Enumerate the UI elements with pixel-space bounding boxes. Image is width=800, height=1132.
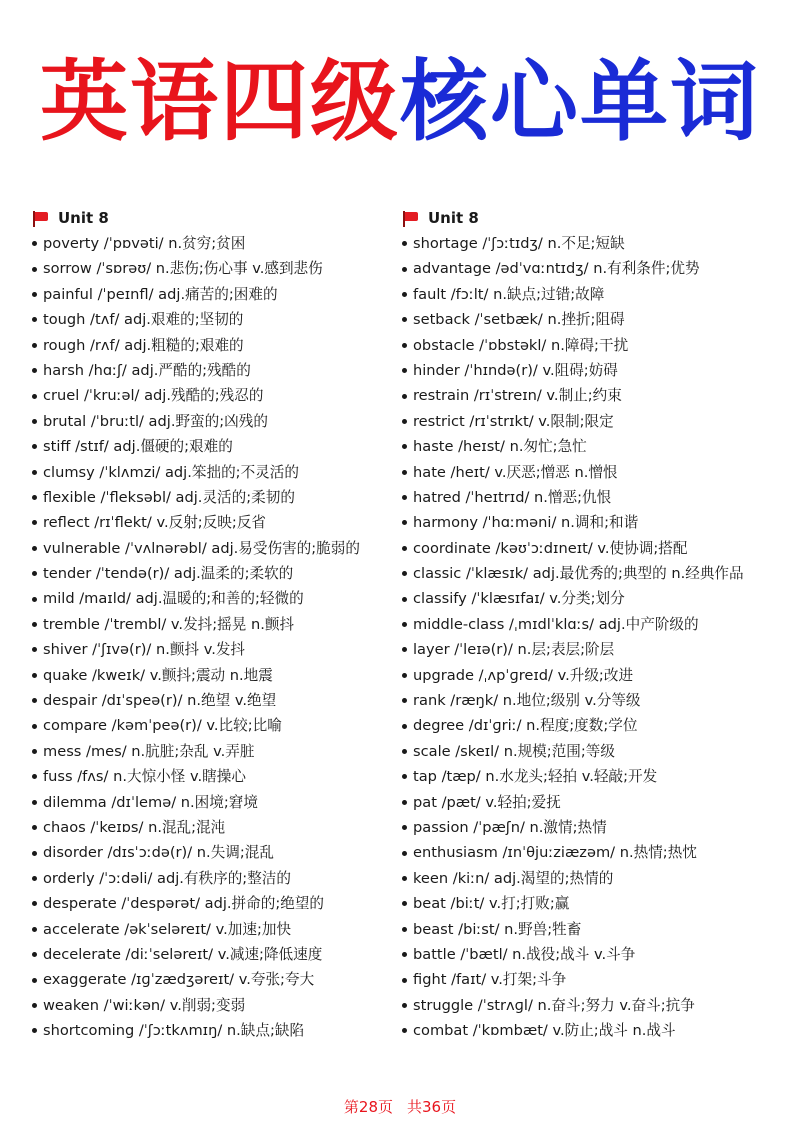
page-total: 共36页 xyxy=(407,1098,457,1116)
bullet-icon xyxy=(402,241,407,246)
word-entry-text: rank /ræŋk/ n.地位;级别 v.分等级 xyxy=(413,692,641,710)
word-entry xyxy=(32,713,394,738)
word-entry-text: enthusiasm /ɪnˈθjuːziæzəm/ n.热情;热忱 xyxy=(413,844,697,862)
word-entry-text: harmony /ˈhɑːməni/ n.调和;和谐 xyxy=(413,514,639,532)
word-entry-text: orderly /ˈɔːdəli/ adj.有秩序的;整洁的 xyxy=(43,869,291,887)
bullet-icon xyxy=(32,1028,37,1033)
word-entry xyxy=(32,282,394,307)
bullet-icon xyxy=(32,952,37,957)
bullet-icon xyxy=(32,267,37,272)
word-entry xyxy=(32,942,394,967)
word-entry-text: dilemma /dɪˈlemə/ n.困境;窘境 xyxy=(43,793,258,811)
word-entry xyxy=(32,790,394,815)
bullet-icon xyxy=(32,851,37,856)
word-list xyxy=(32,231,394,1044)
word-entry-text: despair /dɪˈspeə(r)/ n.绝望 v.绝望 xyxy=(43,692,277,710)
word-entry xyxy=(402,866,792,891)
bullet-icon xyxy=(402,317,407,322)
bullet-icon xyxy=(402,571,407,576)
word-entry xyxy=(32,764,394,789)
word-entry-text: upgrade /ˌʌpˈɡreɪd/ v.升级;改进 xyxy=(413,666,634,684)
word-entry-text: shortage /ˈʃɔːtɪdʒ/ n.不足;短缺 xyxy=(413,235,625,252)
word-entry xyxy=(402,409,792,434)
word-entry xyxy=(402,256,792,281)
word-entry-text: stiff /stɪf/ adj.僵硬的;艰难的 xyxy=(43,438,233,456)
word-entry-text: tremble /ˈtrembl/ v.发抖;摇晃 n.颤抖 xyxy=(43,615,295,633)
word-entry xyxy=(402,1018,792,1043)
word-entry xyxy=(32,866,394,891)
bullet-icon xyxy=(32,571,37,576)
bullet-icon xyxy=(402,546,407,551)
bullet-icon xyxy=(402,673,407,678)
bullet-icon xyxy=(402,825,407,830)
word-entry-text: layer /ˈleɪə(r)/ n.层;表层;阶层 xyxy=(413,641,615,659)
word-entry-text: flexible /ˈfleksəbl/ adj.灵活的;柔韧的 xyxy=(43,488,295,506)
bullet-icon xyxy=(32,978,37,983)
bullet-icon xyxy=(32,825,37,830)
word-entry xyxy=(402,561,792,586)
word-entry-text: painful /ˈpeɪnfl/ adj.痛苦的;困难的 xyxy=(43,285,278,303)
word-entry-text: mild /maɪld/ adj.温暖的;和善的;轻微的 xyxy=(43,590,304,608)
red-flag-icon xyxy=(32,211,50,227)
bullet-icon xyxy=(32,546,37,551)
word-entry-text: advantage /ədˈvɑːntɪdʒ/ n.有利条件;优势 xyxy=(413,260,700,278)
word-entry xyxy=(32,993,394,1018)
bullet-icon xyxy=(32,419,37,424)
word-entry-text: fuss /fʌs/ n.大惊小怪 v.瞎操心 xyxy=(43,768,246,786)
bullet-icon xyxy=(402,774,407,779)
right-column xyxy=(402,206,792,1044)
word-entry xyxy=(32,561,394,586)
bullet-icon xyxy=(32,622,37,627)
word-entry xyxy=(402,434,792,459)
word-entry xyxy=(402,840,792,865)
word-entry-text: hatred /ˈheɪtrɪd/ n.憎恶;仇恨 xyxy=(413,488,612,506)
word-entry-text: middle-class /ˌmɪdlˈklɑːs/ adj.中产阶级的 xyxy=(413,615,699,633)
word-entry-text: hinder /ˈhɪndə(r)/ v.阻碍;妨碍 xyxy=(413,361,618,379)
bullet-icon xyxy=(402,800,407,805)
word-entry xyxy=(32,967,394,992)
unit-heading xyxy=(32,206,394,231)
word-entry xyxy=(402,917,792,942)
word-entry xyxy=(32,510,394,535)
page-footer xyxy=(0,1096,800,1117)
word-entry xyxy=(32,612,394,637)
word-entry-text: desperate /ˈdespərət/ adj.拼命的;绝望的 xyxy=(43,895,325,913)
word-entry-text: harsh /hɑːʃ/ adj.严酷的;残酷的 xyxy=(43,361,251,379)
word-entry-text: fight /faɪt/ v.打架;斗争 xyxy=(413,971,567,989)
word-entry-text: vulnerable /ˈvʌlnərəbl/ adj.易受伤害的;脆弱的 xyxy=(43,539,360,557)
word-entry-text: compare /kəmˈpeə(r)/ v.比较;比喻 xyxy=(43,717,282,735)
bullet-icon xyxy=(32,495,37,500)
word-entry-text: classic /ˈklæsɪk/ adj.最优秀的;典型的 n.经典作品 xyxy=(413,565,744,583)
word-list xyxy=(402,231,792,1044)
word-entry-text: scale /skeɪl/ n.规模;范围;等级 xyxy=(413,742,615,760)
word-entry xyxy=(32,231,394,256)
bullet-icon xyxy=(32,241,37,246)
word-entry xyxy=(32,840,394,865)
word-entry xyxy=(32,815,394,840)
title-red-part: 英语四级 xyxy=(39,50,400,153)
word-entry xyxy=(402,637,792,662)
red-flag-icon xyxy=(402,211,420,227)
word-entry-text: passion /ˈpæʃn/ n.激情;热情 xyxy=(413,818,607,836)
word-entry-text: classify /ˈklæsɪfaɪ/ v.分类;划分 xyxy=(413,590,625,608)
word-entry-text: obstacle /ˈɒbstəkl/ n.障碍;干扰 xyxy=(413,336,629,354)
word-entry xyxy=(32,383,394,408)
bullet-icon xyxy=(402,520,407,525)
bullet-icon xyxy=(402,444,407,449)
word-entry-text: hate /heɪt/ v.厌恶;憎恶 n.憎恨 xyxy=(413,463,618,481)
word-entry-text: shiver /ˈʃɪvə(r)/ n.颤抖 v.发抖 xyxy=(43,641,246,659)
word-entry-text: rough /rʌf/ adj.粗糙的;艰难的 xyxy=(43,336,244,354)
word-entry xyxy=(32,891,394,916)
word-entry-text: quake /kweɪk/ v.颤抖;震动 n.地震 xyxy=(43,666,273,684)
word-entry xyxy=(402,815,792,840)
word-entry xyxy=(32,307,394,332)
word-entry xyxy=(402,790,792,815)
bullet-icon xyxy=(32,368,37,373)
bullet-icon xyxy=(402,698,407,703)
word-entry-text: tender /ˈtendə(r)/ adj.温柔的;柔软的 xyxy=(43,565,294,583)
word-entry-text: sorrow /ˈsɒrəʊ/ n.悲伤;伤心事 v.感到悲伤 xyxy=(43,260,323,278)
word-entry-text: mess /mes/ n.肮脏;杂乱 v.弄脏 xyxy=(43,742,255,760)
word-entry-text: tap /tæp/ n.水龙头;轻拍 v.轻敲;开发 xyxy=(413,768,658,786)
bullet-icon xyxy=(32,343,37,348)
word-entry xyxy=(402,764,792,789)
bullet-icon xyxy=(32,774,37,779)
bullet-icon xyxy=(32,470,37,475)
bullet-icon xyxy=(402,724,407,729)
word-entry-text: battle /ˈbætl/ n.战役;战斗 v.斗争 xyxy=(413,945,636,963)
word-entry xyxy=(32,688,394,713)
bullet-icon xyxy=(32,749,37,754)
word-entry-text: haste /heɪst/ n.匆忙;急忙 xyxy=(413,438,587,456)
word-entry xyxy=(402,739,792,764)
word-entry xyxy=(32,1018,394,1043)
word-entry-text: chaos /ˈkeɪɒs/ n.混乱;混沌 xyxy=(43,818,226,836)
word-entry xyxy=(32,663,394,688)
word-entry xyxy=(402,282,792,307)
word-entry xyxy=(402,460,792,485)
bullet-icon xyxy=(402,368,407,373)
bullet-icon xyxy=(402,495,407,500)
unit-label: Unit 8 xyxy=(428,209,479,227)
word-entry xyxy=(32,256,394,281)
word-entry-text: restrain /rɪˈstreɪn/ v.制止;约束 xyxy=(413,387,622,405)
word-entry xyxy=(402,586,792,611)
word-entry xyxy=(402,510,792,535)
bullet-icon xyxy=(32,901,37,906)
bullet-icon xyxy=(402,927,407,932)
word-entry xyxy=(402,358,792,383)
word-entry xyxy=(32,586,394,611)
word-entry xyxy=(32,460,394,485)
word-entry-text: pat /pæt/ v.轻拍;爱抚 xyxy=(413,793,561,811)
bullet-icon xyxy=(402,292,407,297)
left-column xyxy=(32,206,394,1044)
word-entry-text: decelerate /diːˈseləreɪt/ v.减速;降低速度 xyxy=(43,945,323,963)
bullet-icon xyxy=(32,444,37,449)
word-entry xyxy=(402,383,792,408)
bullet-icon xyxy=(402,978,407,983)
word-entry-text: clumsy /ˈklʌmzi/ adj.笨拙的;不灵活的 xyxy=(43,463,299,481)
bullet-icon xyxy=(402,1003,407,1008)
word-entry xyxy=(32,917,394,942)
word-entry xyxy=(402,663,792,688)
word-entry-text: shortcoming /ˈʃɔːtkʌmɪŋ/ n.缺点;缺陷 xyxy=(43,1022,305,1040)
word-entry xyxy=(32,358,394,383)
bullet-icon xyxy=(402,876,407,881)
bullet-icon xyxy=(32,1003,37,1008)
word-entry-text: degree /dɪˈɡriː/ n.程度;度数;学位 xyxy=(413,717,638,735)
word-entry xyxy=(402,333,792,358)
word-entry-text: tough /tʌf/ adj.艰难的;坚韧的 xyxy=(43,311,244,329)
word-entry-text: beat /biːt/ v.打;打败;赢 xyxy=(413,895,570,913)
word-entry xyxy=(402,713,792,738)
bullet-icon xyxy=(402,749,407,754)
bullet-icon xyxy=(402,470,407,475)
word-entry xyxy=(32,485,394,510)
word-entry-text: fault /fɔːlt/ n.缺点;过错;故障 xyxy=(413,285,605,303)
word-entry-text: restrict /rɪˈstrɪkt/ v.限制;限定 xyxy=(413,412,614,430)
unit-label: Unit 8 xyxy=(58,209,109,227)
bullet-icon xyxy=(402,597,407,602)
bullet-icon xyxy=(32,292,37,297)
word-entry-text: poverty /ˈpɒvəti/ n.贫穷;贫困 xyxy=(43,235,246,252)
word-entry xyxy=(32,739,394,764)
word-entry-text: exaggerate /ɪɡˈzædʒəreɪt/ v.夸张;夸大 xyxy=(43,971,315,989)
word-entry-text: beast /biːst/ n.野兽;牲畜 xyxy=(413,920,582,938)
word-entry-text: keen /kiːn/ adj.渴望的;热情的 xyxy=(413,869,614,887)
word-entry-text: coordinate /kəʊˈɔːdɪneɪt/ v.使协调;搭配 xyxy=(413,539,688,557)
bullet-icon xyxy=(32,394,37,399)
bullet-icon xyxy=(32,317,37,322)
bullet-icon xyxy=(32,876,37,881)
word-entry xyxy=(402,942,792,967)
word-entry xyxy=(402,307,792,332)
word-entry-text: combat /ˈkɒmbæt/ v.防止;战斗 n.战斗 xyxy=(413,1022,676,1040)
bullet-icon xyxy=(402,1028,407,1033)
word-entry xyxy=(402,688,792,713)
bullet-icon xyxy=(402,419,407,424)
title-blue-part: 核心单词 xyxy=(400,50,761,153)
bullet-icon xyxy=(402,851,407,856)
word-entry xyxy=(32,637,394,662)
word-entry xyxy=(402,536,792,561)
bullet-icon xyxy=(32,927,37,932)
word-entry xyxy=(32,536,394,561)
word-entry xyxy=(402,891,792,916)
bullet-icon xyxy=(32,673,37,678)
word-entry xyxy=(402,485,792,510)
word-entry xyxy=(32,434,394,459)
page-number: 第28页 xyxy=(343,1098,393,1116)
word-entry xyxy=(32,333,394,358)
bullet-icon xyxy=(402,901,407,906)
bullet-icon xyxy=(402,952,407,957)
word-entry xyxy=(32,409,394,434)
word-entry-text: struggle /ˈstrʌɡl/ n.奋斗;努力 v.奋斗;抗争 xyxy=(413,996,695,1014)
word-entry xyxy=(402,612,792,637)
bullet-icon xyxy=(402,647,407,652)
bullet-icon xyxy=(32,597,37,602)
word-entry-text: disorder /dɪsˈɔːdə(r)/ n.失调;混乱 xyxy=(43,844,274,862)
bullet-icon xyxy=(32,698,37,703)
word-entry-text: reflect /rɪˈflekt/ v.反射;反映;反省 xyxy=(43,514,267,532)
unit-heading xyxy=(402,206,792,231)
word-entry-text: brutal /ˈbruːtl/ adj.野蛮的;凶残的 xyxy=(43,412,268,430)
page-title xyxy=(0,52,800,152)
word-entry xyxy=(402,231,792,256)
bullet-icon xyxy=(402,343,407,348)
bullet-icon xyxy=(402,622,407,627)
word-entry-text: cruel /ˈkruːəl/ adj.残酷的;残忍的 xyxy=(43,387,264,405)
word-entry xyxy=(402,967,792,992)
bullet-icon xyxy=(402,267,407,272)
bullet-icon xyxy=(32,520,37,525)
bullet-icon xyxy=(32,647,37,652)
bullet-icon xyxy=(402,394,407,399)
bullet-icon xyxy=(32,724,37,729)
word-entry xyxy=(402,993,792,1018)
bullet-icon xyxy=(32,800,37,805)
word-entry-text: weaken /ˈwiːkən/ v.削弱;变弱 xyxy=(43,996,246,1014)
word-entry-text: setback /ˈsetbæk/ n.挫折;阻碍 xyxy=(413,311,625,329)
word-entry-text: accelerate /əkˈseləreɪt/ v.加速;加快 xyxy=(43,920,292,938)
